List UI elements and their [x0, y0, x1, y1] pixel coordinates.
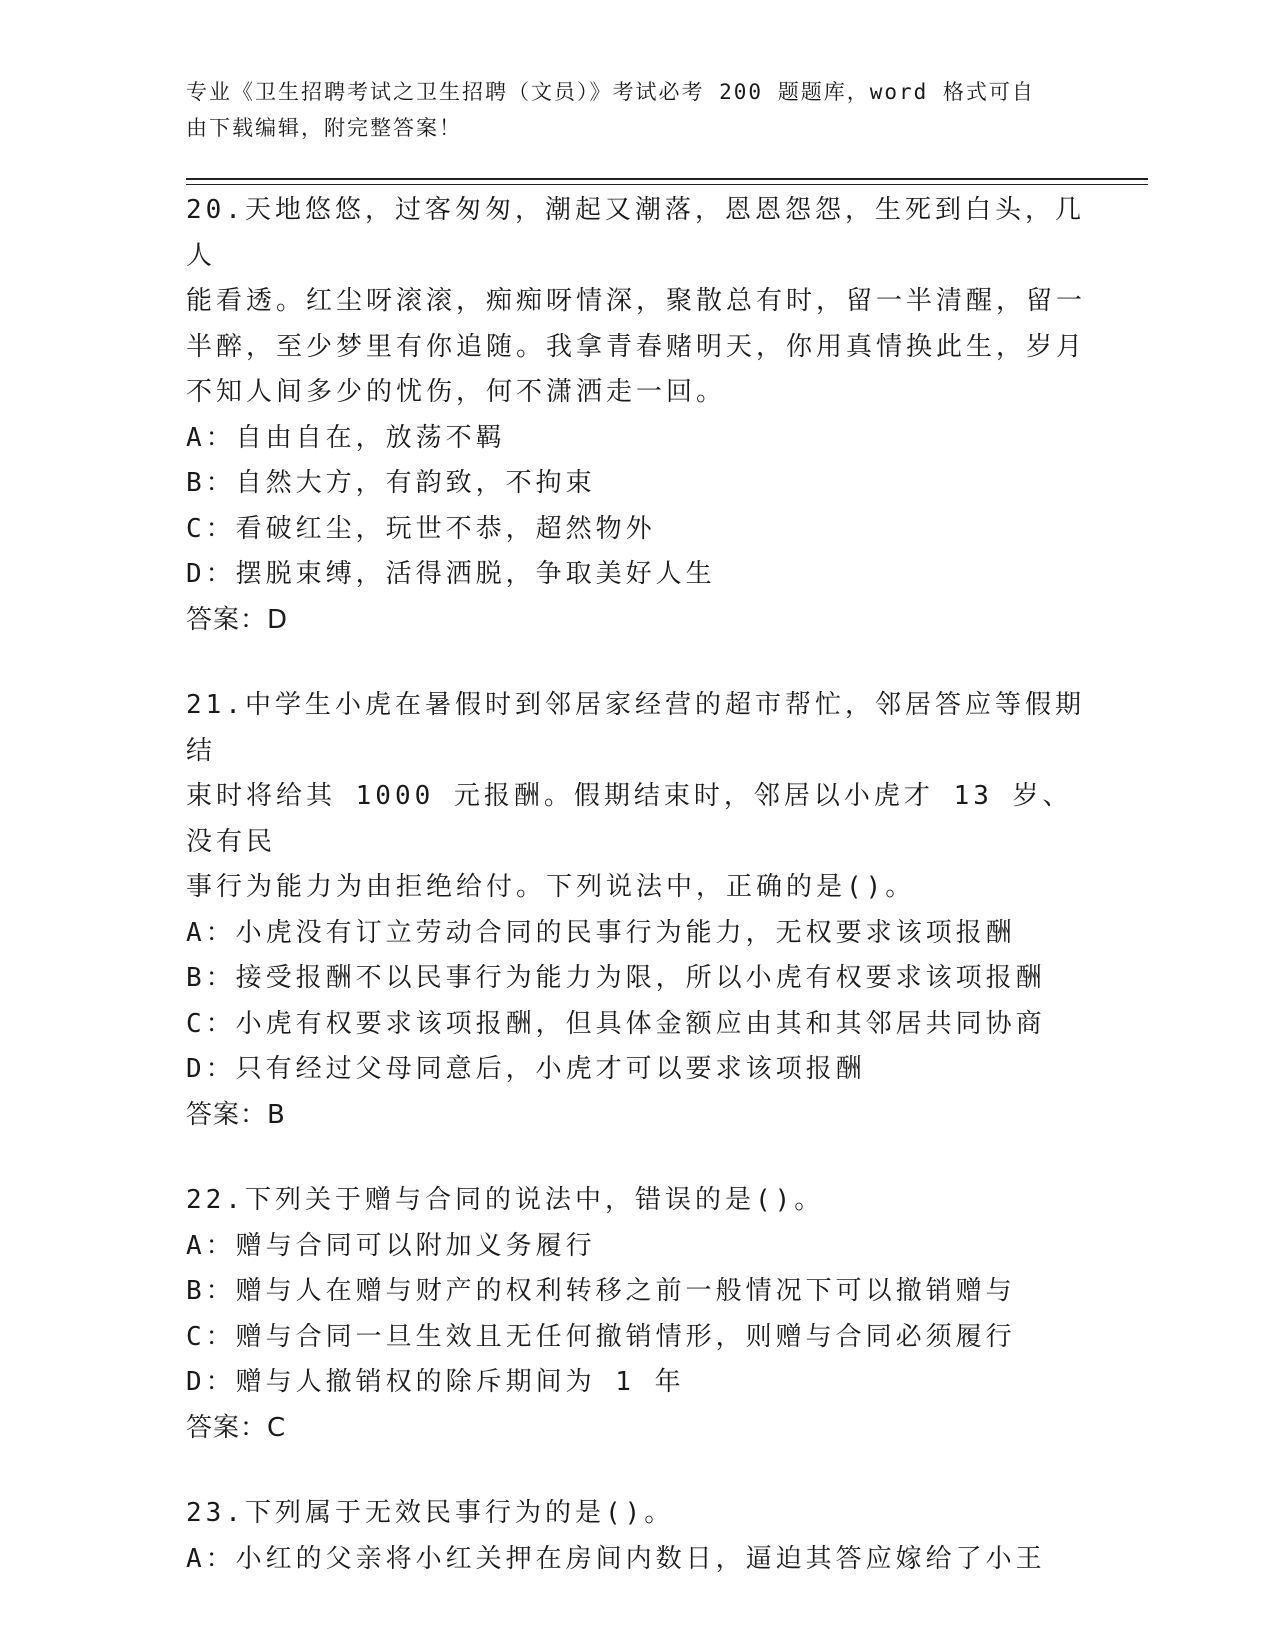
question-22 — [186, 1178, 1086, 1451]
option-b: B：赠与人在赠与财产的权利转移之前一般情况下可以撤销赠与 — [186, 1276, 1016, 1306]
header-line-2: 由下载编辑，附完整答案！ — [186, 116, 462, 140]
option-d: D：摆脱束缚，活得洒脱，争取美好人生 — [186, 559, 716, 589]
answer: 答案：B — [186, 1099, 286, 1130]
option-a: A：赠与合同可以附加义务履行 — [186, 1230, 596, 1261]
question-21 — [186, 683, 1086, 1138]
question-text: 束时将给其 1000 元报酬。假期结束时，邻居以小虎才 13 岁、没有民 — [186, 781, 1073, 857]
answer: 答案：D — [186, 604, 289, 635]
question-23 — [186, 1491, 1086, 1582]
question-text: 不知人间多少的忧伤，何不潇洒走一回。 — [186, 377, 727, 407]
question-text: 22.下列关于赠与合同的说法中，错误的是()。 — [186, 1185, 825, 1215]
header-divider-thin — [186, 184, 1148, 185]
document-header — [186, 74, 1066, 146]
question-text: 23.下列属于无效民事行为的是()。 — [186, 1498, 675, 1528]
question-text: 事行为能力为由拒绝给付。下列说法中，正确的是()。 — [186, 872, 916, 902]
option-a: A：小红的父亲将小红关押在房间内数日，逼迫其答应嫁给了小王 — [186, 1543, 1046, 1574]
option-b: B：接受报酬不以民事行为能力为限，所以小虎有权要求该项报酬 — [186, 963, 1046, 993]
question-text: 21.中学生小虎在暑假时到邻居家经营的超市帮忙，邻居答应等假期结 — [186, 690, 1085, 766]
option-a: A：小虎没有订立劳动合同的民事行为能力，无权要求该项报酬 — [186, 917, 1016, 948]
question-text: 半醉，至少梦里有你追随。我拿青春赌明天，你用真情换此生，岁月 — [186, 331, 1087, 362]
header-divider-thick — [186, 178, 1148, 180]
option-c: C：小虎有权要求该项报酬，但具体金额应由其和其邻居共同协商 — [186, 1008, 1046, 1039]
answer: 答案：C — [186, 1412, 287, 1443]
option-b: B：自然大方，有韵致，不拘束 — [186, 468, 596, 498]
question-20 — [186, 188, 1086, 643]
option-c: C：赠与合同一旦生效且无任何撤销情形，则赠与合同必须履行 — [186, 1321, 1016, 1352]
option-c: C：看破红尘，玩世不恭，超然物外 — [186, 513, 656, 544]
question-text: 20.天地悠悠，过客匆匆，潮起又潮落，恩恩怨怨，生死到白头，几人 — [186, 195, 1085, 271]
option-d: D：只有经过父母同意后，小虎才可以要求该项报酬 — [186, 1054, 866, 1084]
question-text: 能看透。红尘呀滚滚，痴痴呀情深，聚散总有时，留一半清醒，留一 — [186, 286, 1087, 316]
option-d: D：赠与人撤销权的除斥期间为 1 年 — [186, 1367, 685, 1397]
question-list — [186, 188, 1086, 1622]
header-line-1: 专业《卫生招聘考试之卫生招聘（文员）》考试必考 200 题题库，word 格式可自 — [186, 80, 1035, 104]
option-a: A：自由自在，放荡不羁 — [186, 422, 506, 453]
